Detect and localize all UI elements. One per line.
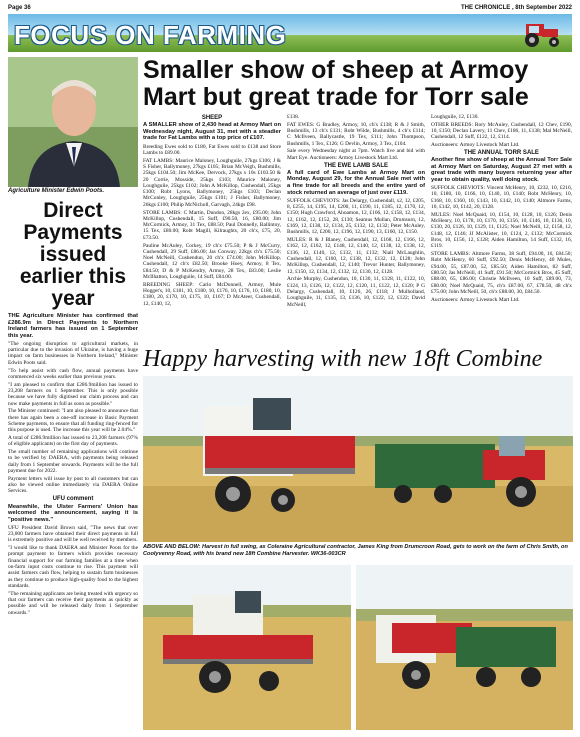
ufu-para: "I would like to thank DAERA and Minister Poots for the prompt payment to farmers which provides necessary financial support for our farming families at a time when on-farm input costs continue to rise. This payment will assist farmers cash flow, helping to sustain farm businesses as they continue to produce high-quality food to the highest standards. [8, 545, 138, 589]
sheep-para: BREEDING SHEEP: Carlo McDonnell, Armoy, Mule Hogget's, 10, £181, 10, £180, 10, £176, 10, £176, 10, £180, 10, £180, 20, £170, 10, £175, 10, £167; D McAteer, Cushendall, 12, £140, 12, [143, 281, 281, 307]
sheep-para: SUFFOLK CHEVIOTS: Vincent McHenry, 10, £232, 10, £216, 10, £180, 10, £166, 10, £140, 10, £140; Robt McHenry, 10, £168, 10, £160, 10, £143, 10, £142, 10, £140; Altmore Farms, 10, £142, 10, £142, 20, £128. [431, 185, 572, 211]
sheep-para: Sale every Wednesday night at 7pm. Watch live and bid with Mart Eye. Auctioneers: Armoy Livestock Mart Ltd. [287, 148, 425, 161]
payments-para: A total of £286.9million has issued to 23,208 farmers (97% of eligible applicants) on the first day of payments. [8, 435, 138, 448]
page-header [8, 5, 572, 14]
sheep-para: Auctioneers: Armoy Livestock Mart Ltd. [431, 142, 520, 149]
sheep-para: Loughguile, 12, £130. [431, 114, 479, 120]
combine-harvester-icon [143, 376, 573, 542]
sheep-para: Breeding Ewes sold to £180, Fat Ewes sold to £138 and Store Lambs to £89.00. [143, 143, 281, 156]
payments-lead: THE Agriculture Minister has confirmed that £286.9m in Direct Payments to Northern Ireland farmers has issued on 1 September this year. [8, 313, 138, 339]
payments-para: "To help assist with cash flow, annual payments have commenced six weeks earlier than previous years. [8, 367, 138, 380]
sheep-para: FAT LAMBS: Maurice Maloney, Loughguile, 27kgs £106; J & S Fisher, Ballymoney, 27kgs £105; Brian McVeigh, Bushmills, 25kgs £104.50; Jim McKee, Dervock, 27kgs x 10s £103.50 & 20 Corrie, Mosside, 25kgs £103; Maurice Maloney, Loughguile, 25kgs £102; John A McKillop, Cushendall, 25kgs £100; Robt Lyons, Ballymoney, 25kgs £103; Declan McConley, Loughguile, 25kgs £101; J Fisher, Ballymoney, 26kgs £100; Philip McNicholl, Garvagh, 24kgs £98. [143, 157, 281, 208]
ewe-lamb-subhead: THE EWE LAMB SALE [324, 162, 388, 169]
minister-caption: Agriculture Minister Edwin Poots. [8, 188, 105, 194]
sheep-para: £138. [287, 114, 300, 120]
sheep-column-2 [287, 114, 425, 342]
payments-para: "The ongoing disruption to agricultural markets, in particular due to the invasion of Ukraine, is having a huge impact on farm businesses in Northern Ireland," Minister Edwin Poots said. [8, 340, 138, 366]
payments-para: Payment letters will issue by post to all customers but can also be viewed online immediately via DAERA Online Services. [8, 475, 138, 495]
ufu-para: UFU President David Brown said, "The news that over 23,000 farmers have obtained their direct payments in full is extremely positive and will be well received by members. [8, 524, 138, 544]
combine-headline: Happy harvesting with new 18ft Combine [143, 346, 543, 372]
sheep-para: OTHER BREEDS: Rory McAuley, Cushendall, 12 Chev, £190, 10, £150; Declan Lavery, 11 Chev, £186, 11, £138; Mal McNeill, Cushendall, 12 Suff, £122, 12, £114. [431, 121, 572, 141]
combine-photo-main [143, 376, 573, 542]
combine-caption: ABOVE AND BELOW: Harvest in full swing, as Coleraine Agricultural contractor, James King from Drumcroon Road, gets to work on the farm of Chris Smith, on Coolyvenny Road, with his brand new 18ft Combine Harvester. WK36-003CR [143, 544, 568, 557]
paper-dateline: THE CHRONICLE , 8th September 2022 [460, 5, 572, 11]
sheep-para: Archie Murphy, Cushendun, 10, £130, 11, £128, 11, £122, 10, £124, 13, £126, 12, £122, 12, £120, 11, £122, 12, £120; P G Delargy, Cushendall, 10, £126, 26, £118; J Mulholland, Loughguile, 11, £135, 13, £136, 10, £122, 12, £122; David McNeill, [287, 276, 425, 308]
ufu-subhead: UFU comment [52, 496, 94, 503]
sheep-para: FAT EWES: G Bradley, Armoy, 10, ch'x £138; R & J Smith, Bushmills, 13 ch'x £131; Robt Wilde, Bushmills, 4 ch'x £114; C McIlveen, Ballycastle, 19 Tex, £111; John Thompson, Bushmills, 1 Tex, £126; G Devlin, Armoy, 3 Tex, £104. [287, 121, 425, 147]
sheep-para: STORE LAMBS: C Martin, Dundon, 28kgs 2ex, £95.00; John McKillop, Cushendall, 15 Suff, £90.50, 16, £80.00; Jim McCormick, Armoy, 31 Tex, £88.50; Paul Donnelly, Ballintoy, 15 Tex, £80.00; Robt Magill, Kilraughts, 20 ch'x, £75, 20, £73.50. [143, 209, 281, 241]
payments-article [8, 313, 138, 733]
payments-para: The Minister continued: "I am also pleased to announce that there has again been a one-off increase in Basic Payment Scheme payments, to ensure that all funding ring-fenced for this purpose is used. The increase this year will be 2.04%." [8, 408, 138, 434]
ufu-lead: Meanwhile, the Ulster Farmers' Union has welcomed the announcement, saying it is "positive news." [8, 503, 138, 523]
tractor-trailer-icon [356, 565, 573, 730]
payments-para: "I am pleased to confirm that £286.9million has issued to 23,208 farmers on 1 September. This is only possible because we have fully digitised our claim process and can now make payments in full as soon as possible." [8, 381, 138, 407]
minister-portrait-icon [8, 57, 138, 187]
combine-photo-right [356, 565, 573, 730]
sheep-headline: Smaller show of sheep at Armoy Mart but great trade for Torr sale [143, 56, 529, 111]
page-number: Page 36 [8, 5, 31, 11]
torr-lead: Another fine show of sheep at the Annual Torr Sale at Armoy Mart on Saturday, August 27 met with a great trade with many buyers returning year after year to obtain quality, well doing stock. [431, 157, 572, 184]
minister-photo [8, 57, 138, 187]
tractor-icon [514, 18, 564, 48]
ufu-para: "The remaining applicants are being treated with urgency so that our farmers can receive their payments as quickly as possible and will be released daily from 1 September onwards." [8, 590, 138, 616]
ewe-lamb-lead: A full card of Ewe Lambs at Armoy Mart on Monday, August 29, for the Annual Sale met with a fine trade for all breeds and the entire yard of stock returned an average of just over £119. [287, 169, 425, 196]
sheep-column-3 [431, 114, 572, 342]
combine-harvester-icon [143, 565, 351, 730]
sheep-para: Pauline McAuley, Corkey, 19 ch'x £75.50; P & J McCurry, Cushendall, 29 Suff, £86.00; Jas Conway, 22kgs ch'x £75.50; Noel McNeill, Cushendun, 20 ch'x £74.00; John McKillop, Cushendall, 12 ch'x £82.50; Brooke Hoey, Armoy, 8 Tex, £84.50; D & P McKendry, Armoy, 28 Tex, £83.00; Leslie McIlhatton, Loughguile, 14 Suff, £84.00. [143, 242, 281, 281]
torr-subhead: THE ANNUAL TORR SALE [464, 149, 539, 156]
sheep-para: MULES: R & J Blaney, Cushendall, 12, £168, 12, £166, 12, £162, 12, £162, 12, £148, 12, £140, 12, £138, 12, £138, 12, £136, 12, £140, 12, £132, 11, £132; Niall McLaughlin, Cushendall, 12, £160, 12, £138, 12, £132, 12, £128; John McKillop, Cushendall, 12, £140; Trevor Hunter, Ballymoney, 12, £150, 12, £134, 12, £132, 12, £130, 12, £128. [287, 237, 425, 275]
sheep-para: SUFFOLK CHEVIOTS: Jas Delargy, Cushendall, x2, 12, £205, 8, £255, 14, £195, 14, £200, 11, £190, 11, £185, 12, £170, 12, £150; Hugh Crawford, Ahoamon, 12, £166, 12, £158, 12, £134, 12, £162, 12, £152, 28, £130; Seamus Mullan, Drumsurn, 12, £169, 12, £138, 12, £134, 25, £132, 12, £132; Peter McAuley, Bushmills, 12, £200, 12, £196, 12, £190, 13, £160, 12, £150. [287, 197, 425, 236]
sheep-para: Auctioneers: Armoy Livestock Mart Ltd. [431, 296, 520, 303]
sheep-lead: A SMALLER show of 2,430 head at Armoy Mart on Wednesday night, August 31, met with a steadier trade for Fat Lambs with a top price of £107. [143, 122, 281, 142]
section-banner [8, 14, 572, 52]
sheep-para: MULES: Noel McQuaid, 10, £154, 10, £128, 10, £126; Denis McHenry, 10, £178, 10, £170, 10, £156, 10, £146, 10, £136, 10, £130, 20, £126, 10, £129, 11, £125; Noel McNeill, 12, £158, 12, £148, 12, £146; JJ McAlister, 10, £124, 2, £132; McCormick Bros, 10, £156, 12, £128; Aiden Hamilton, 14 Suff, £132, 16, £119. [431, 211, 572, 250]
section-title: FOCUS ON FARMING [14, 20, 287, 50]
sheep-subhead: SHEEP [201, 115, 223, 121]
combine-photo-left [143, 565, 351, 730]
payments-headline: Direct Payments issued earlier this year [19, 199, 127, 310]
sheep-column-1 [143, 114, 281, 342]
payments-para: The small number of remaining applications will continue to be verified by DAERA, with payments being released daily from 1 September onwards. Payments will be the full payment due for 2022. [8, 449, 138, 475]
sheep-para: STORE LAMBS: Altmore Farms, 38 Suff, £94.00, 16, £84.50; Robt McHenry, 60 Suff, £92.50; Denis McHenry, 40 Mules, £94.00, 55, £87.00, 52, £85.50; Aiden Hamilton, 82 Suff, £80.50; Jas McNeill, 41 Suff, £91.50; McCormick Bros, 45 Suff, £88.00, 65, £86.00; Christie McIlveen, 10 Suff, £89.00, 73, £80.00; Noel McQuaid, 75, ch'x £87.00, 67, £78.50, 48 ch'x £75.00; John McNeill, 50, ch'x £88.00, 30, £84.50. [431, 251, 572, 295]
